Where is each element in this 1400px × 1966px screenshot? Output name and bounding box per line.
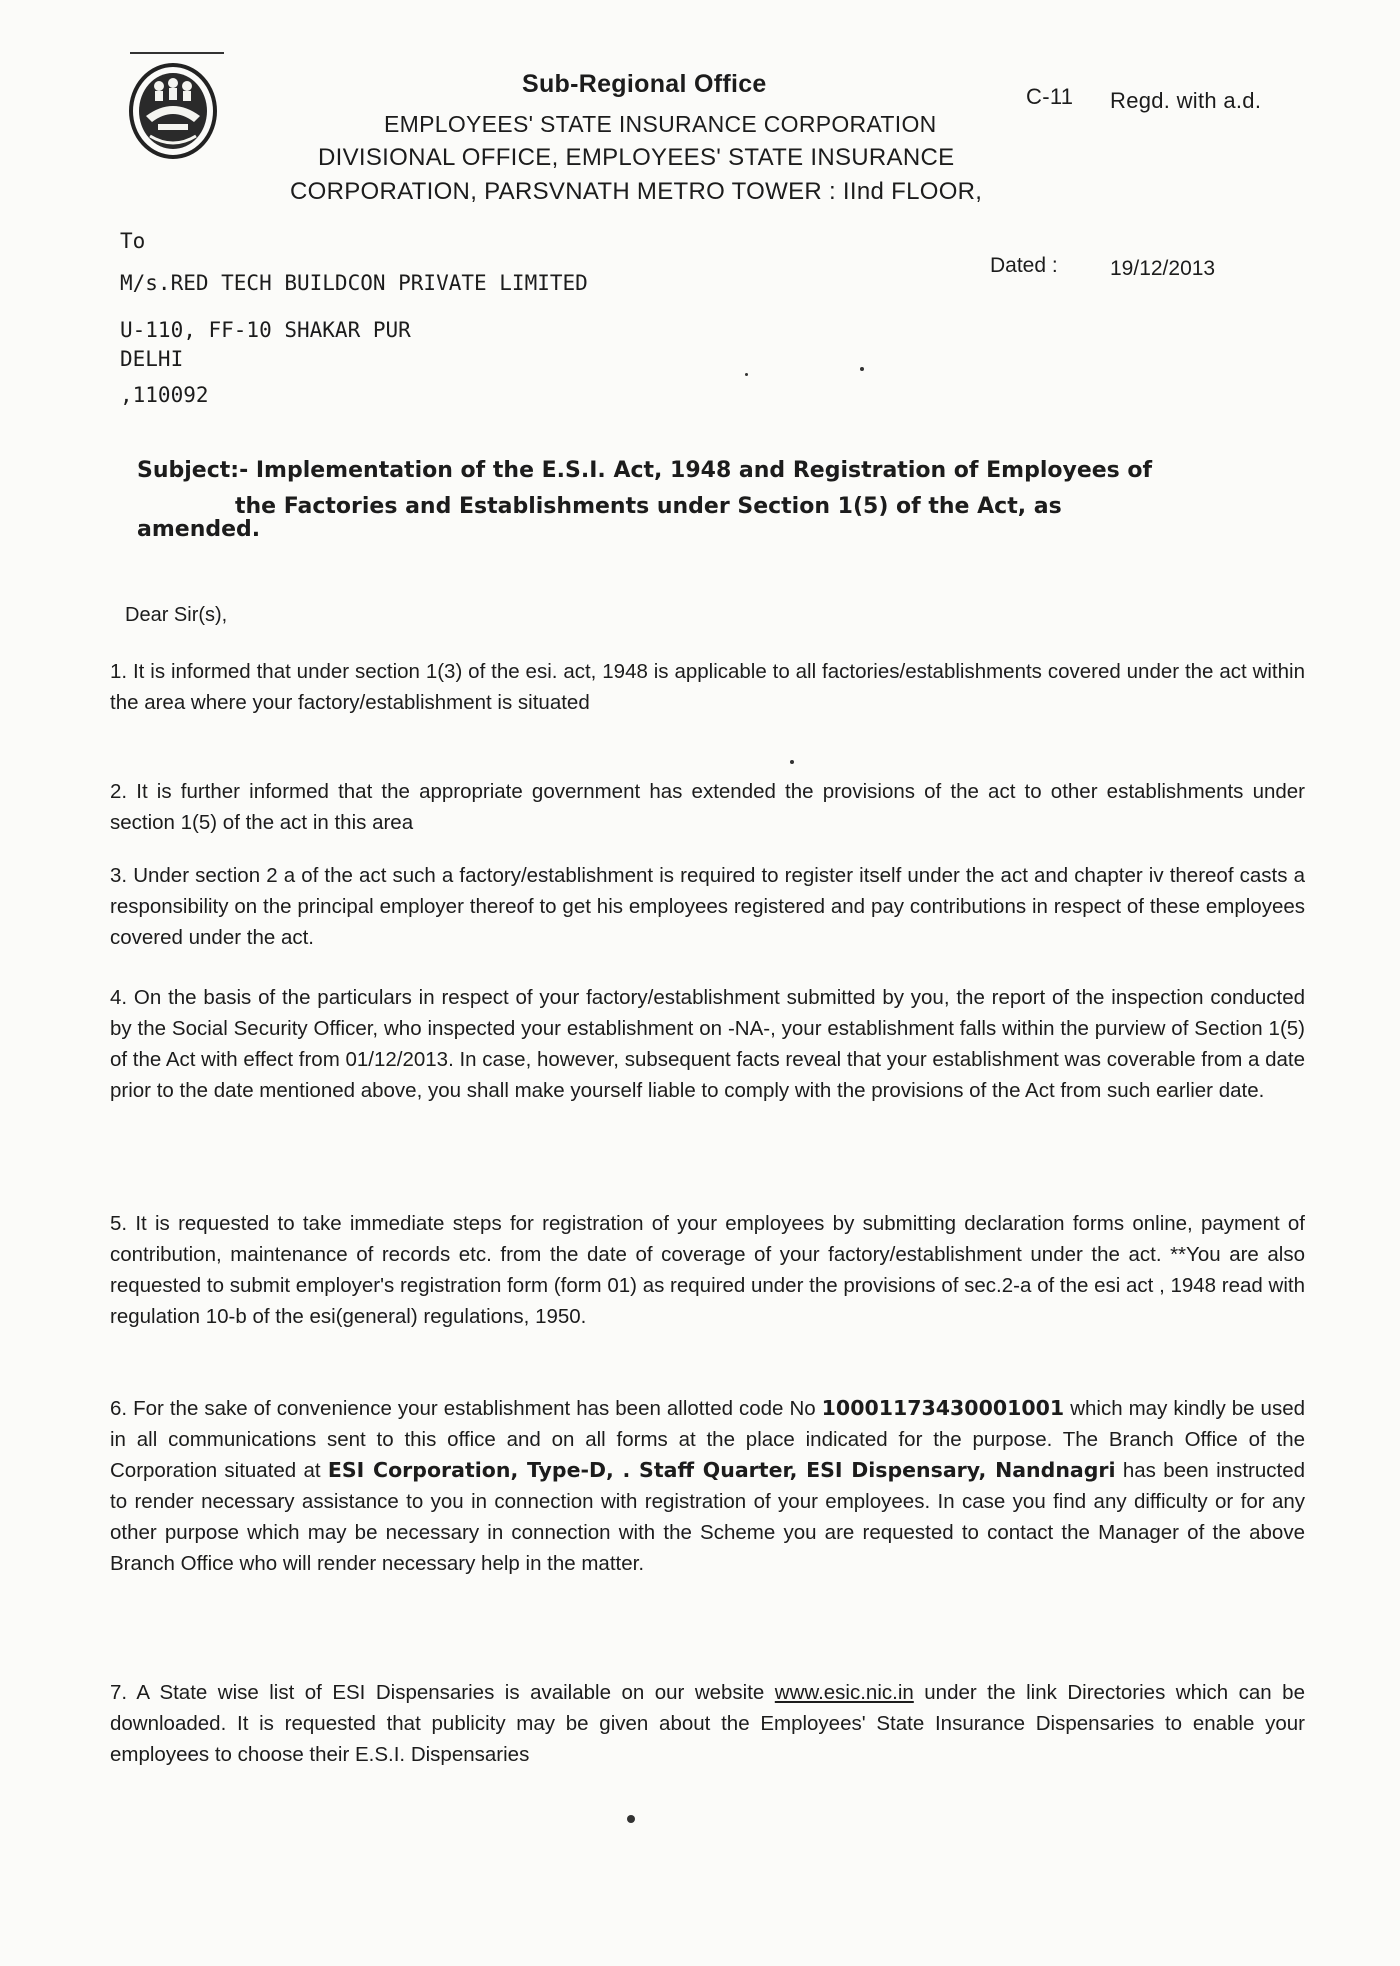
scan-speck	[860, 367, 864, 371]
scan-speck	[627, 1815, 635, 1823]
division-line-1: DIVISIONAL OFFICE, EMPLOYEES' STATE INSURANCE	[318, 144, 955, 171]
paragraph-6-middle: which may kindly be used in all communications sent to this office and on all forms at the place indicated for the purpose. The Branch Office of the Corporation situated at	[110, 1397, 1305, 1482]
paragraph-3: 3. Under section 2 a of the act such a factory/establishment is required to register itself under the act and chapter iv thereof casts a responsibility on the principal employer thereof to get his employees registered and pay contributions in respect of these employees covered under the act.	[110, 864, 1305, 949]
website-link[interactable]: www.esic.nic.in	[774, 1681, 914, 1704]
paragraph-7	[110, 1677, 1305, 1770]
registered-with-ad: Regd. with a.d.	[1110, 88, 1262, 113]
recipient-pin: ,110092	[120, 383, 209, 407]
office-title: Sub-Regional Office	[522, 70, 767, 98]
to-label: To	[120, 229, 146, 253]
subject-line-3: amended.	[137, 517, 261, 542]
subject-line-1: Subject:- Implementation of the E.S.I. Act, 1948 and Registration of Employees of	[137, 458, 1153, 483]
form-code: C-11	[1026, 84, 1074, 109]
division-line-2: CORPORATION, PARSVNATH METRO TOWER : IInd FLOOR,	[290, 178, 983, 205]
paragraph-5: 5. It is requested to take immediate steps for registration of your employees by submitting declaration forms online, payment of contribution, maintenance of records etc. from the date of coverage of your factory/establishment under the act. **You are also requested to submit employer's registration form (form 01) as required under the provisions of sec.2-a of the esi act , 1948 read with regulation 10-b of the esi(general) regulations, 1950.	[110, 1212, 1305, 1328]
recipient-name: M/s.RED TECH BUILDCON PRIVATE LIMITED	[120, 271, 588, 295]
paragraph-6-intro: 6. For the sake of convenience your establishment has been allotted code No	[110, 1397, 816, 1420]
paragraph-6-closing: has been instructed to render necessary assistance to you in connection with registration of your employees. In case you find any difficulty or for any other purpose which may be necessary in connection with the Scheme you are requested to contact the Manager of the above Branch Office who will render necessary help in the matter.	[110, 1459, 1305, 1575]
scan-speck	[745, 373, 748, 376]
scan-speck	[790, 760, 794, 764]
paragraph-1: 1. It is informed that under section 1(3) of the esi. act, 1948 is applicable to all factories/establishments covered under the act within the area where your factory/establishment is situated	[110, 660, 1305, 714]
paragraph-7-intro: 7. A State wise list of ESI Dispensaries is available on our website	[110, 1681, 765, 1704]
subject-line-2: the Factories and Establishments under Section 1(5) of the Act, as	[235, 494, 1062, 519]
dated-value: 19/12/2013	[1110, 257, 1216, 280]
recipient-address: U-110, FF-10 SHAKAR PUR	[120, 318, 411, 342]
esic-emblem-icon	[128, 62, 218, 160]
establishment-code: 10001173430001001	[821, 1396, 1065, 1420]
paragraph-7-closing: under the link Directories which can be downloaded. It is requested that publicity may be given about the Employees' State Insurance Dispensaries to enable your employees to choose their E.S.I. Dispensaries	[110, 1681, 1305, 1766]
paragraph-4: 4. On the basis of the particulars in respect of your factory/establishment submitted by you, the report of the inspection conducted by the Social Security Officer, who inspected your establishment on -NA-, your establishment falls within the purview of Section 1(5) of the Act with effect from 01/12/2013. In case, however, subsequent facts reveal that your establishment was coverable from a date prior to the date mentioned above, you shall make yourself liable to comply with the provisions of the Act from such earlier date.	[110, 986, 1305, 1102]
paragraph-6	[110, 1393, 1305, 1579]
paragraph-2: 2. It is further informed that the appropriate government has extended the provisions of the act to other establishments under section 1(5) of the act in this area	[110, 780, 1305, 834]
salutation: Dear Sir(s),	[125, 604, 228, 626]
top-rule	[130, 52, 224, 54]
recipient-city: DELHI	[120, 347, 184, 371]
org-name: EMPLOYEES' STATE INSURANCE CORPORATION	[384, 111, 937, 137]
dated-label: Dated :	[990, 254, 1058, 277]
branch-office-address: ESI Corporation, Type-D, . Staff Quarter, ESI Dispensary, Nandnagri	[327, 1458, 1116, 1482]
